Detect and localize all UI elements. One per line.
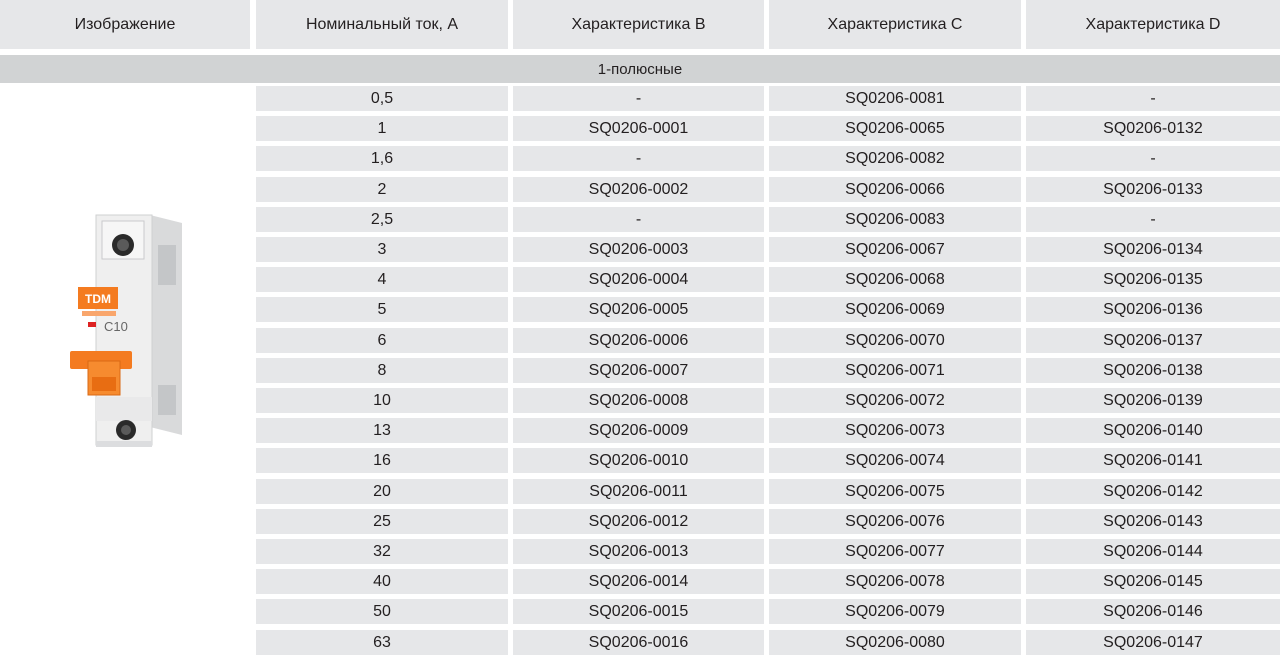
cell-char-b: SQ0206-0009 [513,418,764,443]
cell-char-b: - [513,207,764,232]
rating-label: C10 [104,319,128,334]
cell-char-c: SQ0206-0076 [769,509,1021,534]
cell-char-c: SQ0206-0068 [769,267,1021,292]
cell-char-d: SQ0206-0140 [1026,418,1280,443]
cell-char-b: SQ0206-0015 [513,599,764,624]
cell-char-d: SQ0206-0137 [1026,328,1280,353]
cell-char-c: SQ0206-0073 [769,418,1021,443]
cell-current: 63 [256,630,508,655]
cell-char-c: SQ0206-0080 [769,630,1021,655]
cell-char-c: SQ0206-0075 [769,479,1021,504]
section-label: 1-полюсные [597,60,683,78]
cell-char-c: SQ0206-0082 [769,146,1021,171]
cell-char-b: - [513,86,764,111]
cell-char-d: - [1026,86,1280,111]
cell-current: 1 [256,116,508,141]
cell-char-c: SQ0206-0077 [769,539,1021,564]
cell-char-b: SQ0206-0012 [513,509,764,534]
cell-char-c: SQ0206-0071 [769,358,1021,383]
cell-char-b: SQ0206-0014 [513,569,764,594]
cell-char-c: SQ0206-0083 [769,207,1021,232]
cell-char-d: SQ0206-0147 [1026,630,1280,655]
cell-char-c: SQ0206-0065 [769,116,1021,141]
cell-char-b: SQ0206-0008 [513,388,764,413]
cell-char-d: SQ0206-0146 [1026,599,1280,624]
header-characteristic-b: Характеристика B [513,0,764,49]
cell-char-b: SQ0206-0013 [513,539,764,564]
cell-char-d: - [1026,207,1280,232]
cell-char-d: SQ0206-0133 [1026,177,1280,202]
brand-logo: TDM [85,292,111,306]
cell-char-d: SQ0206-0142 [1026,479,1280,504]
cell-char-d: SQ0206-0132 [1026,116,1280,141]
cell-current: 2 [256,177,508,202]
cell-current: 5 [256,297,508,322]
cell-char-d: SQ0206-0139 [1026,388,1280,413]
cell-char-b: SQ0206-0003 [513,237,764,262]
cell-char-d: SQ0206-0135 [1026,267,1280,292]
cell-current: 25 [256,509,508,534]
cell-char-b: SQ0206-0004 [513,267,764,292]
cell-current: 13 [256,418,508,443]
product-image [0,85,252,654]
cell-char-b: SQ0206-0016 [513,630,764,655]
cell-current: 10 [256,388,508,413]
cell-current: 4 [256,267,508,292]
cell-current: 40 [256,569,508,594]
cell-current: 2,5 [256,207,508,232]
cell-current: 0,5 [256,86,508,111]
cell-char-c: SQ0206-0069 [769,297,1021,322]
header-nominal-current: Номинальный ток, А [256,0,508,49]
cell-char-c: SQ0206-0067 [769,237,1021,262]
cell-current: 6 [256,328,508,353]
cell-current: 32 [256,539,508,564]
cell-char-b: SQ0206-0007 [513,358,764,383]
cell-char-d: SQ0206-0145 [1026,569,1280,594]
cell-char-b: SQ0206-0006 [513,328,764,353]
cell-current: 20 [256,479,508,504]
cell-current: 16 [256,448,508,473]
cell-char-d: SQ0206-0141 [1026,448,1280,473]
cell-char-b: SQ0206-0002 [513,177,764,202]
cell-char-b: SQ0206-0010 [513,448,764,473]
cell-char-b: SQ0206-0001 [513,116,764,141]
cell-char-d: SQ0206-0134 [1026,237,1280,262]
cell-char-c: SQ0206-0066 [769,177,1021,202]
cell-char-d: SQ0206-0144 [1026,539,1280,564]
cell-char-d: SQ0206-0143 [1026,509,1280,534]
cell-char-d: - [1026,146,1280,171]
cell-current: 1,6 [256,146,508,171]
cell-char-c: SQ0206-0070 [769,328,1021,353]
cell-char-c: SQ0206-0074 [769,448,1021,473]
header-characteristic-d: Характеристика D [1026,0,1280,49]
cell-char-c: SQ0206-0081 [769,86,1021,111]
cell-char-c: SQ0206-0079 [769,599,1021,624]
cell-current: 8 [256,358,508,383]
cell-char-b: - [513,146,764,171]
cell-char-b: SQ0206-0005 [513,297,764,322]
header-image: Изображение [0,0,250,49]
cell-char-b: SQ0206-0011 [513,479,764,504]
cell-char-c: SQ0206-0078 [769,569,1021,594]
cell-char-d: SQ0206-0136 [1026,297,1280,322]
section-1-pole [0,55,1280,83]
cell-char-c: SQ0206-0072 [769,388,1021,413]
cell-char-d: SQ0206-0138 [1026,358,1280,383]
cell-current: 50 [256,599,508,624]
cell-current: 3 [256,237,508,262]
header-characteristic-c: Характеристика C [769,0,1021,49]
